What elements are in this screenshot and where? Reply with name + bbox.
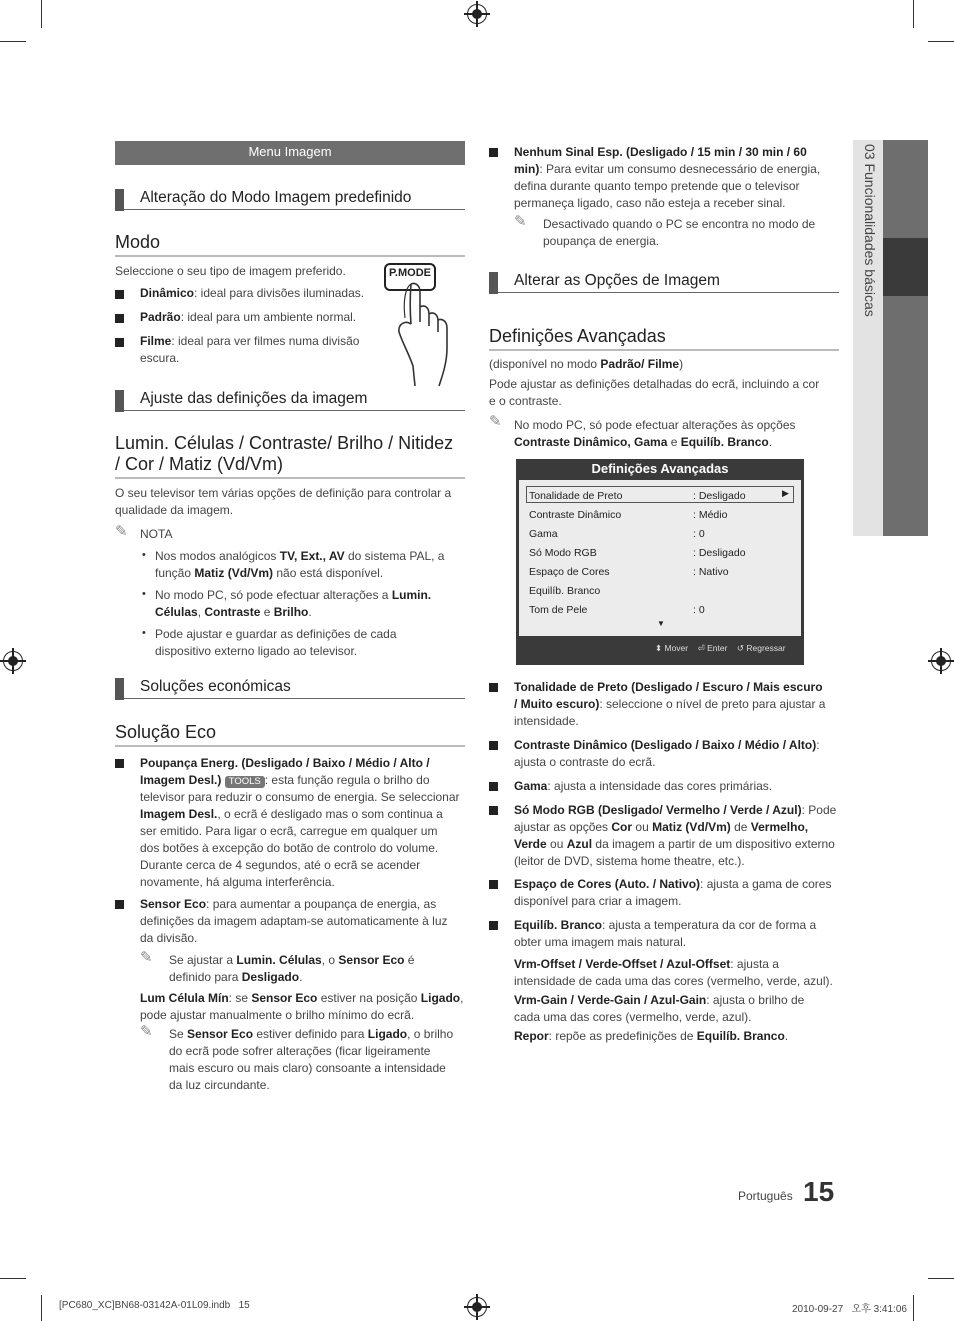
- osd-row-value: : 0: [693, 604, 705, 616]
- osd-nav: ⬍ Mover ⏎ Enter ↺ Regressar: [655, 643, 786, 653]
- paragraph: Lum Célula Mín: se Sensor Eco estiver na posição Ligado, pode ajustar manualmente o brilho mínimo do ecrã.: [140, 991, 464, 1022]
- bullet-icon: •: [142, 588, 146, 600]
- osd-title: Definições Avançadas: [591, 461, 729, 476]
- osd-values: [693, 487, 746, 620]
- paragraph: Pode ajustar as definições detalhadas do ecrã, incluindo a cor e o contraste.: [489, 377, 820, 408]
- heading-eco: Solução Eco: [115, 722, 465, 747]
- list-item: Poupança Energ. (Desligado / Baixo / Médio / Alto / Imagem Desl.) TOOLS : esta função regula o brilho do televisor para reduzir o consumo de energia. Se seleccionar Imagem Desl., o ecrã é desligado mas o som continua a ser emitido. Para ligar o ecrã, carregue em qualquer um dos botões à excepção do botão de controlo do volume. Durante cerca de 4 segundos, até o ecrã se acender novamente, há alguma interferência.: [140, 756, 460, 889]
- paragraph: (disponível no modo Padrão/ Filme): [489, 357, 684, 371]
- osd-row-label[interactable]: Contraste Dinâmico: [529, 509, 622, 521]
- page-number: 15: [803, 1176, 835, 1207]
- return-icon: ↺: [736, 643, 744, 653]
- divider: [115, 477, 465, 479]
- note-item: Pode ajustar e guardar as definições de cada dispositivo externo ligado ao televisor.: [155, 627, 397, 658]
- remote-hand-icon: [383, 262, 465, 388]
- osd-row-value: : Desligado: [693, 490, 746, 502]
- note-item: No modo PC, só pode efectuar alterações a Lumin. Células, Contraste e Brilho.: [155, 588, 432, 619]
- heading-definicoes: Definições Avançadas: [489, 326, 839, 351]
- note-icon: ✎: [115, 523, 128, 540]
- updown-icon: ⬍: [655, 643, 663, 653]
- bullet-icon: [489, 683, 498, 692]
- crop-mark: [928, 1278, 954, 1279]
- tools-icon: TOOLS: [225, 776, 265, 788]
- paragraph: Seleccione o seu tipo de imagem preferido.: [115, 264, 346, 278]
- file-info: [PC680_XC]BN68-03142A-01L09.indb 15: [59, 1300, 250, 1311]
- enter-icon: ⏎: [697, 643, 705, 653]
- crop-mark: [41, 1295, 42, 1321]
- list-item: Sensor Eco: para aumentar a poupança de energia, as definições da imagem adaptam-se automaticamente à luz da divisão.: [140, 897, 448, 945]
- registration-mark-icon: [467, 4, 487, 24]
- osd-row-label[interactable]: Só Modo RGB: [529, 547, 597, 559]
- bullet-icon: [489, 880, 498, 889]
- triangle-down-icon: ▼: [657, 619, 665, 628]
- section-heading: Soluções económicas: [115, 678, 465, 699]
- bullet-icon: [115, 314, 124, 323]
- crop-mark: [0, 41, 26, 42]
- note-text: Se ajustar a Lumin. Células, o Sensor Eco é definido para Desligado.: [169, 953, 415, 984]
- osd-row-label[interactable]: Tom de Pele: [529, 604, 588, 616]
- triangle-right-icon: ▶: [782, 488, 789, 498]
- osd-row-label[interactable]: Gama: [529, 528, 558, 540]
- pmode-label: P.MODE: [389, 267, 431, 279]
- crop-mark: [0, 1278, 26, 1279]
- list-item: Nenhum Sinal Esp. (Desligado / 15 min / 30 min / 60 min): Para evitar um consumo desnecessário de energia, defina durante quanto tempo pretende que o televisor permaneça ligado, caso não esteja a receber sinal.: [514, 145, 821, 210]
- crop-mark: [928, 41, 954, 42]
- registration-mark-icon: [467, 1297, 487, 1317]
- paragraph: Vrm-Offset / Verde-Offset / Azul-Offset: ajusta a intensidade de cada uma das cores (vermelho, verde, azul).: [514, 957, 833, 988]
- menu-header: Menu Imagem: [115, 141, 465, 165]
- note-item: Nos modos analógicos TV, Ext., AV do sistema PAL, a função Matiz (Vd/Vm) não está disponível.: [155, 549, 445, 580]
- osd-row-value: : 0: [693, 528, 705, 540]
- registration-mark-icon: [3, 651, 23, 671]
- list-item: Equilíb. Branco: ajusta a temperatura da cor de forma a obter uma imagem mais natural.: [514, 918, 817, 949]
- paragraph: Repor: repõe as predefinições de Equilíb. Branco.: [514, 1029, 789, 1043]
- list-item: Dinâmico: ideal para divisões iluminadas.: [140, 286, 365, 300]
- osd-row-label[interactable]: Espaço de Cores: [529, 566, 610, 578]
- crop-mark: [913, 0, 914, 28]
- print-date: 2010-09-27 오후 3:41:06: [792, 1304, 907, 1315]
- list-item-cont: escura.: [140, 351, 180, 365]
- side-tab-dark: [883, 140, 928, 536]
- bullet-icon: •: [142, 549, 146, 561]
- list-item: Padrão: ideal para um ambiente normal.: [140, 310, 357, 324]
- bullet-icon: [115, 900, 124, 909]
- bullet-icon: •: [142, 627, 146, 639]
- footer-language: Português: [738, 1189, 793, 1203]
- list-item: Espaço de Cores (Auto. / Nativo): ajusta a gama de cores disponível para criar a imagem.: [514, 877, 832, 908]
- bullet-icon: [489, 806, 498, 815]
- side-tab-marker: [883, 238, 928, 296]
- section-heading: Alterar as Opções de Imagem: [489, 272, 839, 293]
- bullet-icon: [115, 759, 124, 768]
- osd-row-value: : Desligado: [693, 547, 746, 559]
- list-item: Contraste Dinâmico (Desligado / Baixo / Médio / Alto): ajusta o contraste do ecrã.: [514, 738, 820, 769]
- note-icon: ✎: [489, 413, 502, 430]
- list-item: Gama: ajusta a intensidade das cores primárias.: [514, 779, 773, 793]
- note-icon: ✎: [140, 1023, 153, 1040]
- bullet-icon: [115, 338, 124, 347]
- bullet-icon: [489, 741, 498, 750]
- osd-row-value: : Médio: [693, 509, 728, 521]
- note-icon: ✎: [140, 949, 153, 966]
- osd-row-value: : Nativo: [693, 566, 729, 578]
- registration-mark-icon: [931, 651, 951, 671]
- heading-modo: Modo: [115, 232, 465, 257]
- list-item: Tonalidade de Preto (Desligado / Escuro / Mais escuro / Muito escuro): seleccione o nível de preto para ajustar a intensidade.: [514, 680, 826, 728]
- section-heading: Ajuste das definições da imagem: [115, 390, 465, 411]
- osd-row-label[interactable]: Equilíb. Branco: [529, 585, 601, 597]
- note-text: Desactivado quando o PC se encontra no modo de poupança de energia.: [543, 217, 816, 248]
- section-heading: Alteração do Modo Imagem predefinido: [115, 189, 465, 210]
- bullet-icon: [489, 148, 498, 157]
- osd-row-value: [693, 582, 746, 601]
- crop-mark: [41, 0, 42, 28]
- paragraph: Vrm-Gain / Verde-Gain / Azul-Gain: ajusta o brilho de cada uma das cores (vermelho, verde, azul).: [514, 993, 805, 1024]
- list-item: Só Modo RGB (Desligado/ Vermelho / Verde / Azul): Pode ajustar as opções Cor ou Matiz (Vd/Vm) de Vermelho, Verde ou Azul da imagem a partir de um dispositivo externo (leitor de DVD, sistema home theatre, etc.).: [514, 803, 837, 868]
- note-text: No modo PC, só pode efectuar alterações às opções Contraste Dinâmico, Gama e Equilíb. Branco.: [514, 418, 796, 449]
- bullet-icon: [489, 921, 498, 930]
- heading-lumin: Lumin. Células / Contraste/ Brilho / Nitidez / Cor / Matiz (Vd/Vm): [115, 433, 454, 474]
- note-text: Se Sensor Eco estiver definido para Ligado, o brilho do ecrã pode sofrer alterações (ficar ligeiramente mais escuro ou mais claro) consoante a intensidade da luz circundante.: [169, 1027, 454, 1092]
- osd-labels: [529, 487, 622, 620]
- list-item: Filme: ideal para ver filmes numa divisão: [140, 334, 360, 348]
- bullet-icon: [115, 290, 124, 299]
- note-icon: ✎: [514, 213, 527, 230]
- osd-row-label[interactable]: Tonalidade de Preto: [529, 490, 623, 502]
- crop-mark: [913, 1295, 914, 1321]
- bullet-icon: [489, 782, 498, 791]
- paragraph: O seu televisor tem várias opções de definição para controlar a qualidade da imagem.: [115, 486, 452, 517]
- note-label: NOTA: [140, 527, 173, 541]
- side-tab-label: 03 Funcionalidades básicas: [862, 144, 878, 317]
